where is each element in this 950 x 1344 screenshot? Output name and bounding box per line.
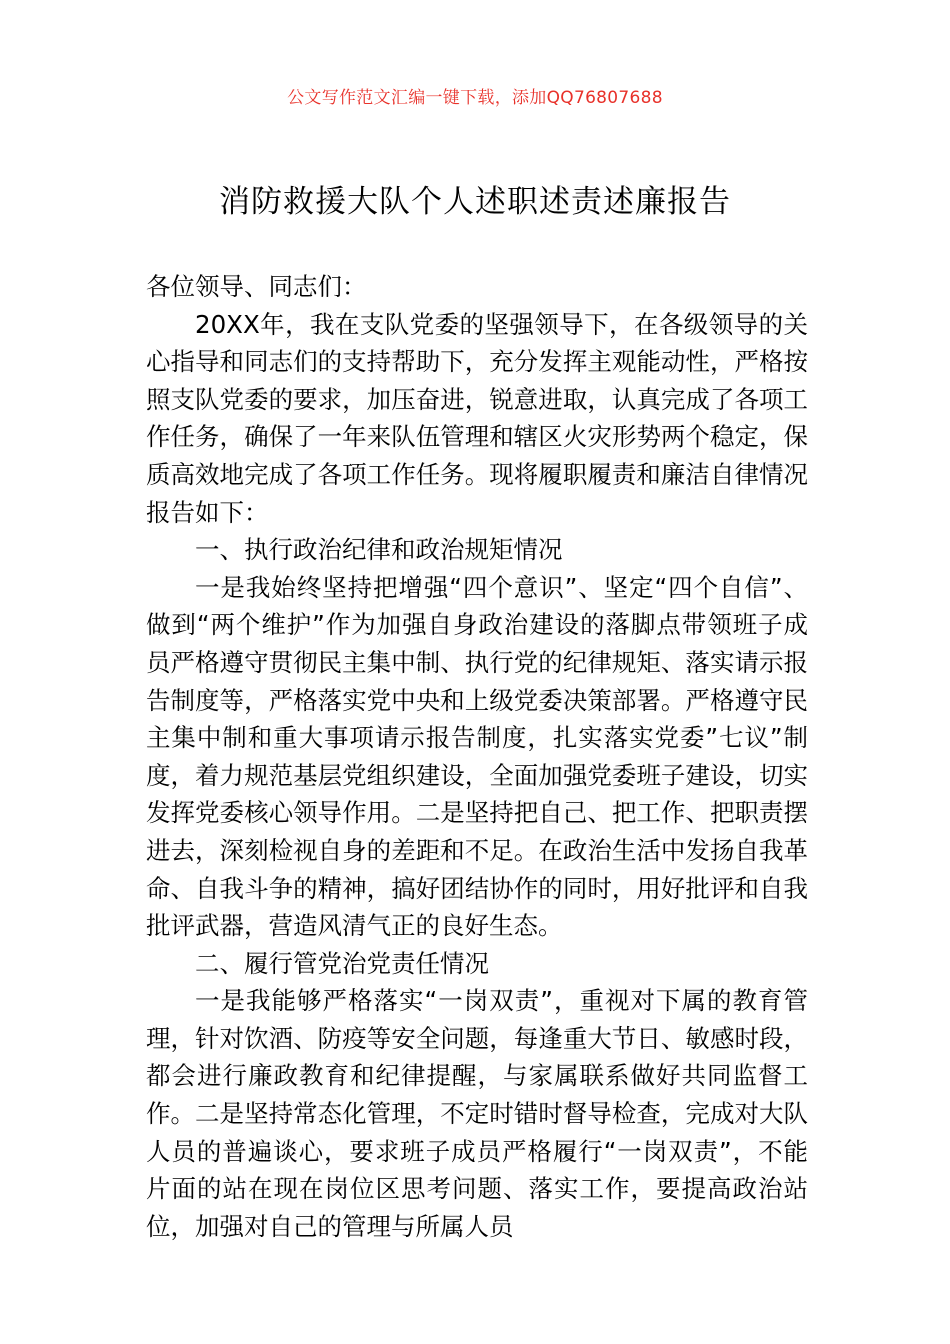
section-heading-1: 一、执行政治纪律和政治规矩情况 [195,535,563,565]
salutation: 各位领导、同志们： [146,272,367,301]
intro-paragraph: 20XX年，我在支队党委的坚强领导下，在各级领导的关心指导和同志们的支持帮助下，充分发挥主观能动性，严格按照支队党委的要求，加压奋进，锐意进取，认真完成了各项工作任务，确保了一年来队伍管理和辖区火灾形势两个稳定，保质高效地完成了各项工作任务。现将履职履责和廉洁自律情况报告如下： [146,309,808,527]
download-banner: 公文写作范文汇编一键下载，添加QQ76807688 [287,88,663,108]
section-1-paragraph: 一是我始终坚持把增强“四个意识”、坚定“四个自信”、做到“两个维护”作为加强自身政治建设的落脚点带领班子成员严格遵守贯彻民主集中制、执行党的纪律规矩、落实请示报告制度等，严格落实党中央和上级党委决策部署。严格遵守民主集中制和重大事项请示报告制度，扎实落实党委”七议”制度，着力规范基层党组织建设，全面加强党委班子建设，切实发挥党委核心领导作用。二是坚持把自己、把工作、把职责摆进去，深刻检视自身的差距和不足。在政治生活中发扬自我革命、自我斗争的精神，搞好团结协作的同时，用好批评和自我批评武器，营造风清气正的良好生态。 [146,572,808,941]
document-title: 消防救援大队个人述职述责述廉报告 [219,184,731,220]
section-heading-2: 二、履行管党治党责任情况 [195,948,489,978]
section-2-paragraph: 一是我能够严格落实“一岗双责”，重视对下属的教育管理，针对饮酒、防疫等安全问题，每逢重大节日、敏感时段，都会进行廉政教育和纪律提醒，与家属联系做好共同监督工作。二是坚持常态化管理，不定时错时督导检查，完成对大队人员的普遍谈心，要求班子成员严格履行“一岗双责”，不能片面的站在现在岗位区思考问题、落实工作，要提高政治站位，加强对自己的管理与所属人员 [146,986,808,1241]
document-body [146,268,808,1245]
